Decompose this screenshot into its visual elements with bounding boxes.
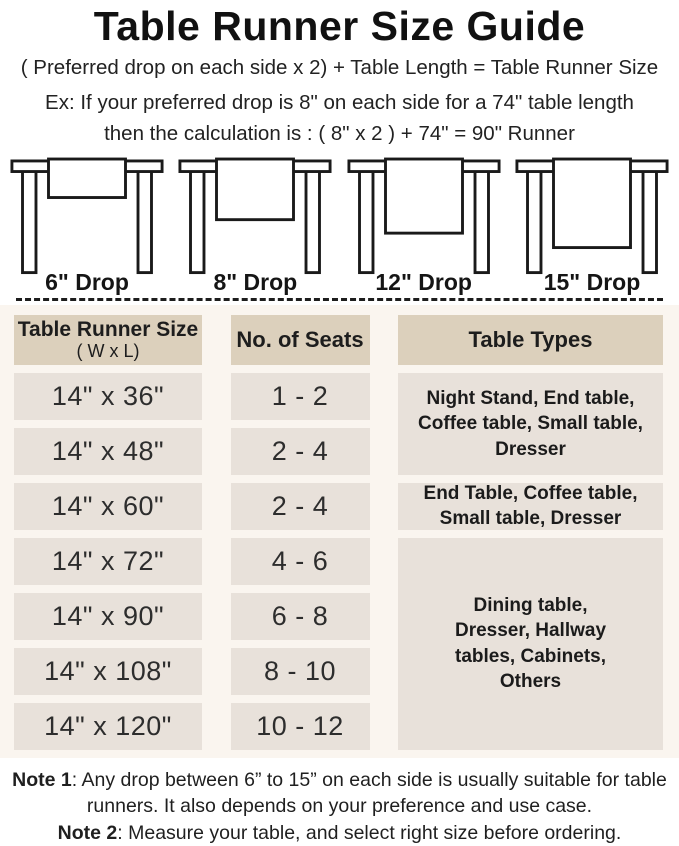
dashed-divider [16, 298, 663, 301]
note-2-label: Note 2 [57, 821, 118, 844]
note-1 [6, 767, 674, 820]
seats-cell: 4 - 6 [231, 538, 370, 585]
runner-rect [385, 159, 462, 233]
header-runner-size-label: Table Runner Size [17, 317, 199, 341]
drop-label: 15" Drop [543, 268, 641, 295]
size-cell: 14" x 90" [14, 593, 202, 640]
note-2 [6, 820, 674, 846]
example-line-1: Ex: If your preferred drop is 8" on each side for a 74" table length [45, 90, 634, 114]
footnotes [6, 767, 674, 846]
seats-cell: 1 - 2 [231, 373, 370, 420]
size-cell: 14" x 120" [14, 703, 202, 750]
drop-label: 12" Drop [375, 268, 472, 295]
illustration-15in-drop [515, 155, 669, 296]
header-block [0, 0, 679, 147]
illustration-12in-drop [347, 155, 501, 296]
seats-cell: 10 - 12 [231, 703, 370, 750]
drop-label: 6" Drop [45, 268, 129, 295]
drop-illustrations [0, 155, 679, 296]
size-table-section [0, 305, 679, 758]
illustration-6in-drop [10, 155, 164, 296]
table-types-cell: End Table, Coffee table, Small table, Dresser [398, 483, 663, 530]
size-cell: 14" x 60" [14, 483, 202, 530]
table-with-runner-icon [178, 155, 332, 267]
size-cell: 14" x 36" [14, 373, 202, 420]
size-cell: 14" x 108" [14, 648, 202, 695]
table-with-runner-icon [347, 155, 501, 267]
runner-rect [217, 159, 294, 220]
header-cell-runner-size [14, 315, 202, 365]
table-with-runner-icon [515, 155, 669, 267]
seats-cell: 2 - 4 [231, 428, 370, 475]
seats-cell: 6 - 8 [231, 593, 370, 640]
header-runner-size-sub: ( W x L) [76, 340, 140, 361]
note-1-text: : Any drop between 6” to 15” on each side is usually suitable for table runners. It also depends on your preference and use case. [71, 768, 667, 818]
seats-cell: 2 - 4 [231, 483, 370, 530]
example-line-2: then the calculation is : ( 8" x 2 ) + 74" = 90" Runner [104, 122, 575, 146]
header-cell-table-types: Table Types [398, 315, 663, 365]
page-title: Table Runner Size Guide [93, 3, 586, 49]
formula-text: ( Preferred drop on each side x 2) + Table Length = Table Runner Size [20, 55, 659, 79]
size-cell: 14" x 48" [14, 428, 202, 475]
runner-rect [49, 159, 126, 198]
table-types-cell: Dining table, Dresser, Hallway tables, Cabinets, Others [398, 538, 663, 750]
header-cell-seats: No. of Seats [231, 315, 370, 365]
runner-rect [553, 159, 630, 248]
table-with-runner-icon [10, 155, 164, 267]
table-types-cell: Night Stand, End table, Coffee table, Small table, Dresser [398, 373, 663, 475]
size-table [14, 315, 663, 750]
illustration-8in-drop [178, 155, 332, 296]
seats-cell: 8 - 10 [231, 648, 370, 695]
drop-label: 8" Drop [213, 268, 298, 295]
note-2-text: : Measure your table, and select right size before ordering. [117, 821, 622, 844]
note-1-label: Note 1 [12, 768, 72, 791]
size-cell: 14" x 72" [14, 538, 202, 585]
